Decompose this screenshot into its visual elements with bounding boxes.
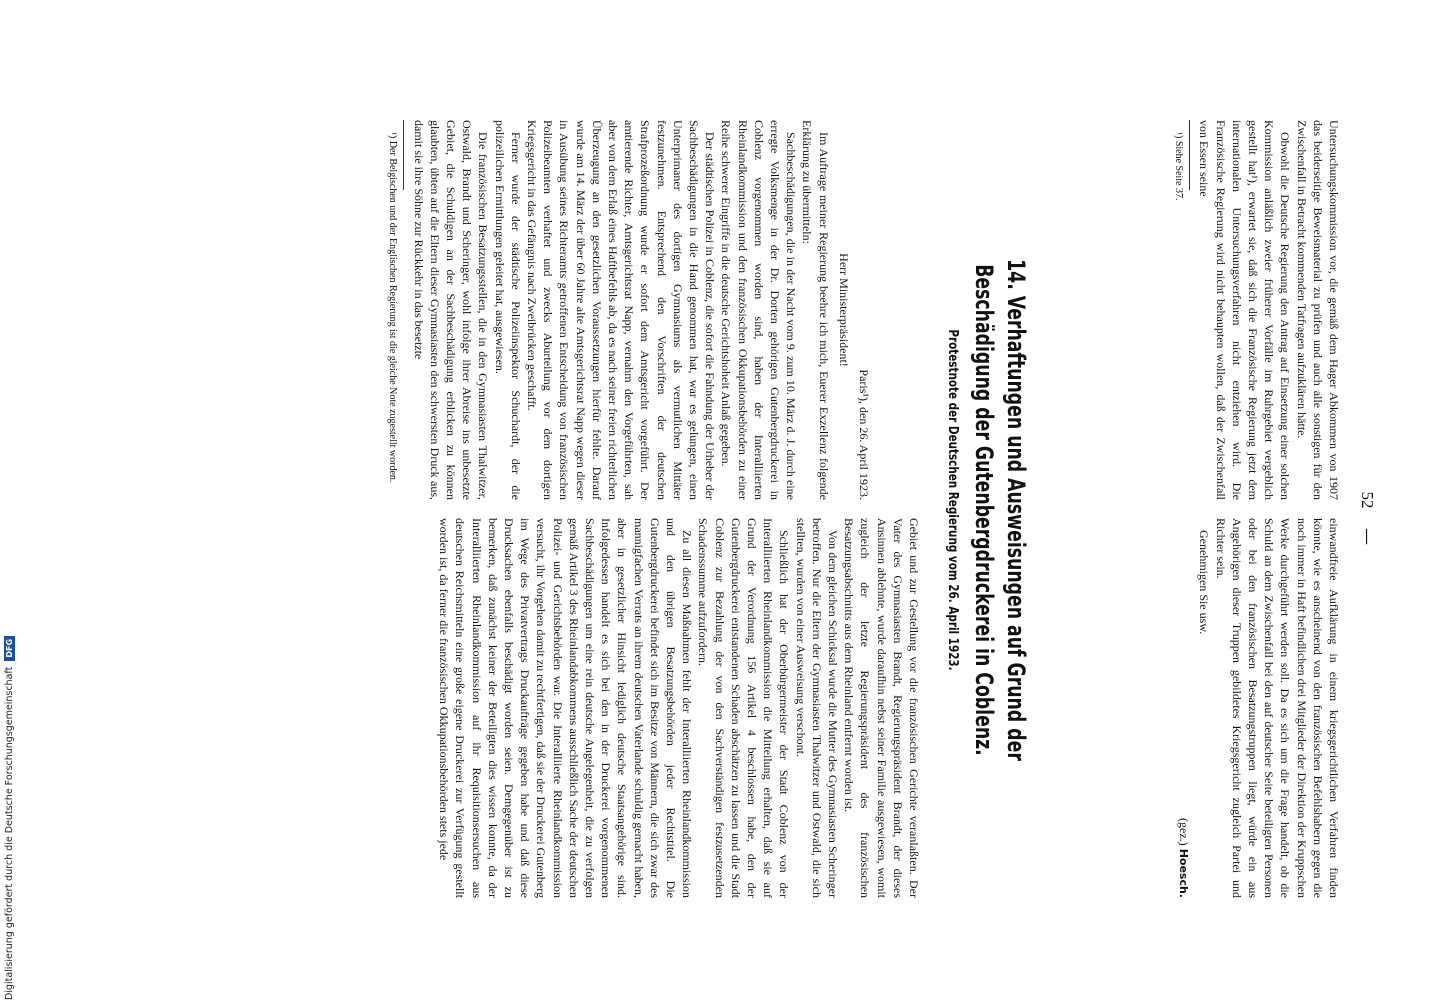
digitization-watermark	[4, 0, 15, 1000]
footnote: ¹) Siehe Seite 37.	[1173, 132, 1185, 201]
paragraph: Von dem gleichen Schicksal wurde die Mutter des Gymnasiasten Scheringer betroffen. Nur die Eltern der Gymnasiasten Thalwitzer und Ostwald, die sich stellten, wurden von einer Ausweisung verschont.	[793, 518, 840, 898]
footnote-rule	[1189, 120, 1190, 190]
paragraph: Die französischen Besatzungsstellen, die in den Gymnasiasten Thalwitzer, Ostwald, Brandt und Scheringer, wohl infolge ihrer Abreise ins unbesetzte Gebiet, die Schuldigen an der Sachbeschädigung erblicken zu können glaubten, übten auf die Eltern dieser Gymnasiasten den schwersten Druck aus, damit sie ihre Söhne zur Rückkehr in das besetzte	[411, 120, 491, 500]
paragraph: Ferner wurde der städtische Polizeiinspektor Schuchardt, der die polizeilichen Ermittlungen geleitet hat, ausgewiesen.	[492, 120, 523, 500]
paragraph: Gebiet und zur Gestellung vor die französischen Gerichte veranlaßten. Der Vater des Gymnasiasten Brandt, Regierungspräsident Brandt, der dieses Ansinnen ablehnte, wurde daraufhin nebst seiner Familie ausgewiesen, womit zugleich der letzte Regierungspräsident des französischen Besatzungsabschnitts aus dem Rheinland entfernt worden ist.	[842, 518, 921, 898]
salutation: Herr Ministerpräsident!	[836, 253, 851, 367]
page-number: 52	[1358, 491, 1377, 509]
date-line: Paris¹), den 26. April 1923.	[857, 369, 871, 500]
closing: Genehmigen Sie usw.	[1197, 530, 1212, 635]
paragraph: Untersuchungskommission vor, die gemäß dem Hager Abkommen von 1907 das beiderseitige Beweismaterial zu prüfen und auch alle sonstigen für den Zwischenfall in Betracht kommenden Tatfragen aufzuklären hätte.	[1294, 120, 1341, 500]
column-bottom-right	[42, 518, 922, 898]
section-title: 14. Verhaftungen und Ausweisungen auf Grund der Beschädigung der Gutenbergdruckerei in Coblenz.	[970, 259, 1030, 761]
column-bottom-left	[44, 120, 874, 500]
paragraph: Zu all diesen Maßnahmen fehlt der Interalliierten Rheinlandkommission und den übrigen Besatzungsbehörden jeder Rechtstitel. Die Gutenbergdruckerei befindet sich im Besitze von Männern, die sich zwar des mannigfachen Verrats an ihrem deutschen Vaterlande schuldig gemacht haben, aber in gesetzlicher Hinsicht lediglich deutsche Staatsangehörige sind. Infolgedessen handelt es sich bei den in der Druckerei vorgenommenen Sachbeschädigungen um eine rein deutsche Angelegenheit, die zu verfolgen gemäß Artikel 3 des Rheinlandabkommens ausschließlich Sache der deutschen Polizei- und Gerichtsbehörden war. Die Interalliierte Rheinlandkommission versucht, ihr Vorgehen damit zu rechtfertigen, daß sie der Druckerei Gutenberg im Wege des Privatvertrags Druckaufträge gegeben habe und daß diese Drucksachen ebenfalls beschädigt worden seien. Demgegenüber ist zu bemerken, daß zunächst keiner der Beteiligten dies wissen konnte, da der Interalliierten Rheinlandkommission auf ihr Requisitionsersuchen aus deutschen Reichsmitteln eine große eigene Druckerei zur Verfügung gestellt worden ist, da ferner die französischen Okkupationsbehörden stets jede	[437, 518, 695, 898]
column-top-left	[1092, 120, 1342, 500]
footnote: ¹) Der Belgischen und der Englischen Regierung ist die gleiche Note zugestellt worden.	[387, 132, 399, 483]
paragraph: Schließlich hat der Oberbürgermeister der Stadt Coblenz von der Interalliierten Rheinlandkommission die Mitteilung erhalten, daß sie auf Grund der Verordnung 156 Artikel 4 beschlossen habe, den der Gutenbergdruckerei entstandenen Schaden abschätzen zu lassen und die Stadt Coblenz zur Bezahlung der von den Sachverständigen festzusetzenden Schadenssumme aufzufordern.	[696, 518, 792, 898]
paragraph: einwandfreie Aufklärung in einem kriegsgerichtlichen Verfahren finden könnte, wie es anscheinend von den französischen Befehlshabern gegen die noch immer in Haft befindlichen drei Mitglieder der Direktion der Kruppschen Werke durchgeführt werden soll. Da es sich um die Frage handelt, ob die Schuld an dem Zwischenfall bei den auf deutscher Seite beteiligten Personen oder bei den französischen Besatzungstruppen liegt, würde ein aus Angehörigen dieser Truppen gebildetes Kriegsgericht zugleich Partei und Richter sein.	[1213, 518, 1341, 898]
dfg-logo: DFG	[4, 636, 15, 661]
paragraph: Der städtischen Polizei in Coblenz, die sofort die Fahndung der Urheber der Sachbeschädigungen in die Hand genommen hat, war es gelungen, einen Unterprimaner des dortigen Gymnasiums als vermutlichen Mittäter festzunehmen. Entsprechend den Vorschriften der deutschen Strafprozeßordnung wurde er sofort dem Amtsgericht vorgeführt. Der amtierende Richter, Amtsgerichtsrat Napp, vernahm den Vorgeführten, sah aber von dem Erlaß eines Haftbefehls ab, da es nach seiner freien richterlichen Überzeugung an den gesetzlichen Voraussetzungen hierfür fehlte. Darauf wurde am 14. März der über 60 Jahre alte Amtsgerichtsrat Napp wegen dieser in Ausübung seines Richteramts getroffenen Entscheidung von französischen Polizeibeamten verhaftet und zwecks Aburteilung vor dem dortigen Kriegsgericht in das Gefängnis nach Zweibrücken geschafft.	[524, 120, 718, 500]
signature-prefix: (gez.)	[1177, 818, 1192, 846]
signature	[1175, 518, 1192, 898]
paragraph: Obwohl die Deutsche Regierung den Antrag auf Einsetzung einer solchen Kommission anläßlich zweier früherer Vorfälle im Ruhrgebiet vergeblich gestellt hat¹), erwartet sie, daß sich die Französische Regierung jetzt dem internationalen Untersuchungsverfahren nicht entziehen wird. Die Französische Regierung wird nicht behaupten wollen, daß der Zwischenfall von Essen seine	[1197, 120, 1293, 500]
paragraph: Im Auftrage meiner Regierung beehre ich mich, Euerer Exzellenz folgende Erklärung zu übermitteln:	[800, 120, 831, 500]
signature-name: Hoesch.	[1177, 848, 1191, 898]
paragraph: Sachbeschädigungen, die in der Nacht vom 9. zum 10. März d. J. durch eine erregte Volksmenge in der Dr. Dorten gehörigen Gutenbergdruckerei in Coblenz vorgenommen worden sind, haben der Interalliierten Rheinlandkommission und den französischen Okkupationsbehörden zu einer Reihe schwerer Eingriffe in die deutsche Gerichtshoheit Anlaß gegeben.	[719, 120, 799, 500]
watermark-text: Digitalisierung gefördert durch die Deutsche Forschungsgemeinschaft	[4, 666, 15, 1000]
section-subtitle: Protestnote der Deutschen Regierung vom 26. April 1923.	[945, 329, 960, 671]
footnote-rule	[403, 120, 404, 190]
page-number-dash: —	[1357, 528, 1377, 545]
column-top-right	[1072, 518, 1342, 898]
